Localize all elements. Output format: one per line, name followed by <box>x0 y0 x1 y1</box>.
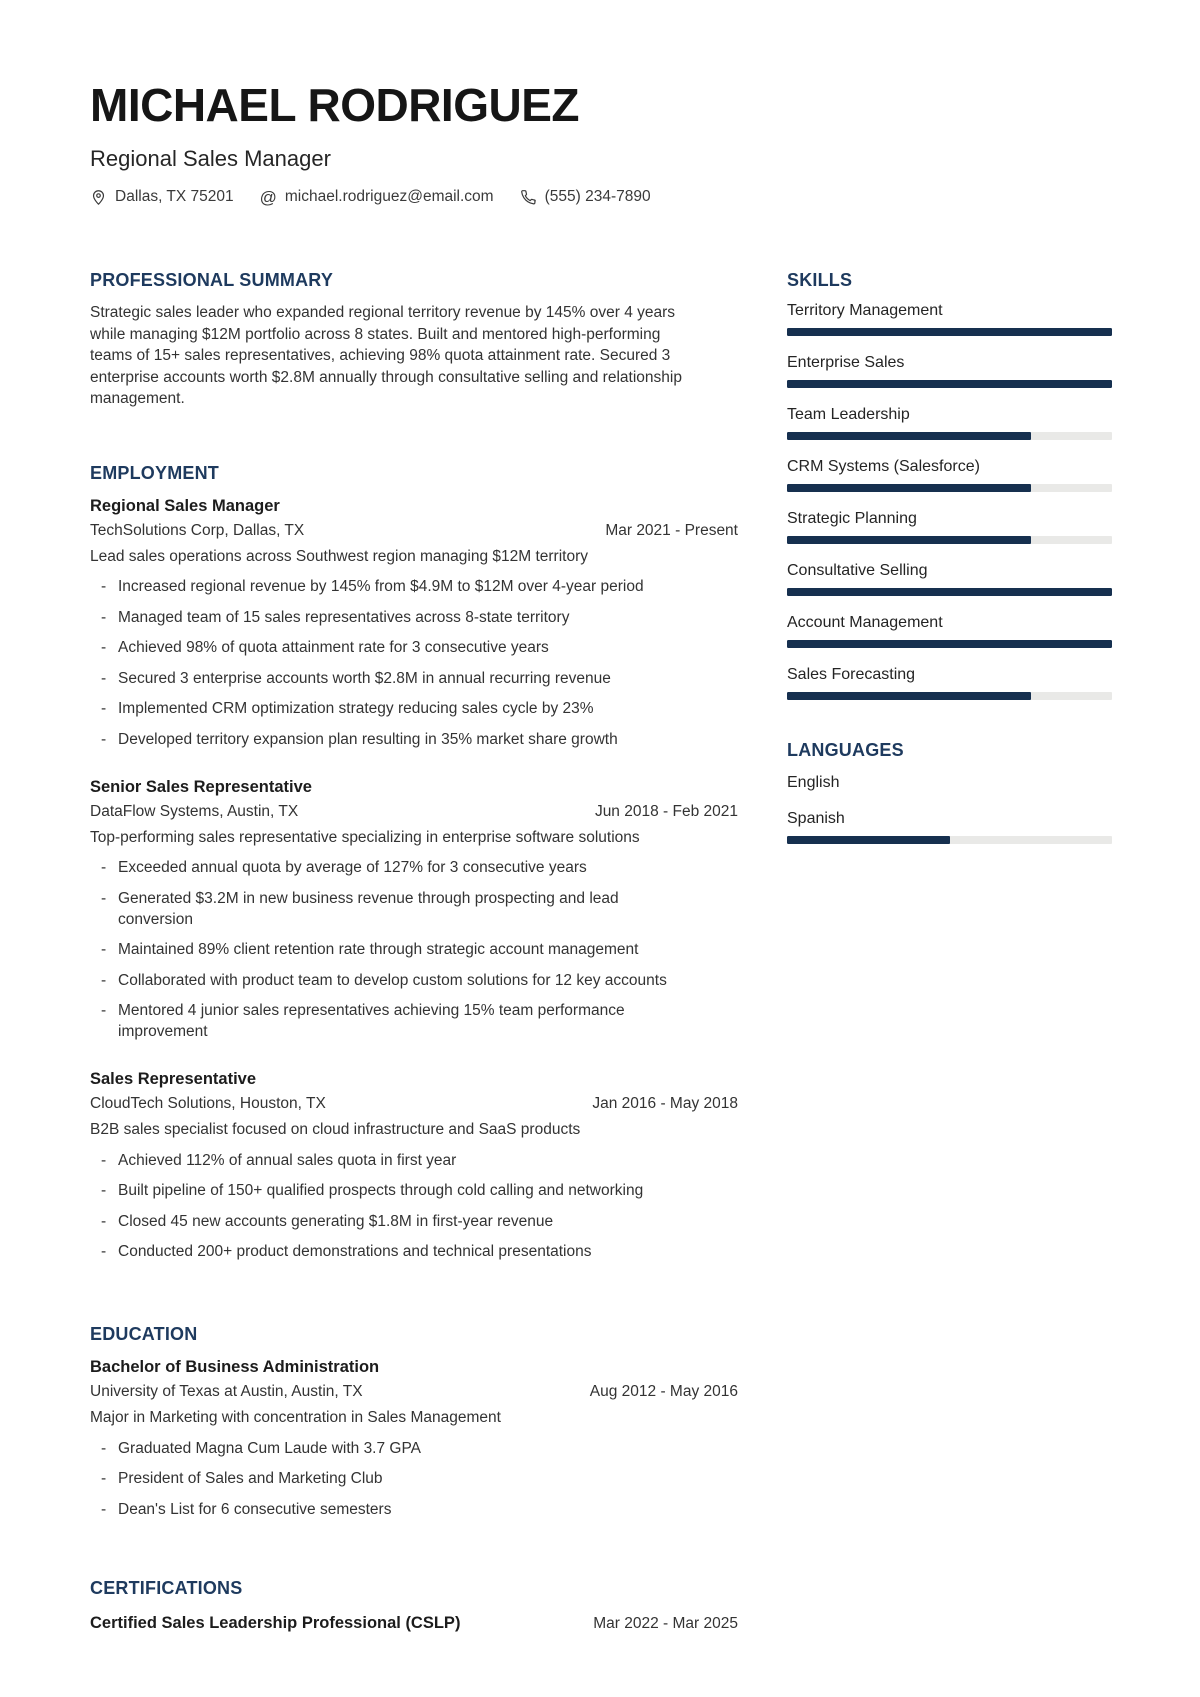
section-heading-employment: EMPLOYMENT <box>90 462 220 483</box>
section-heading-skills: SKILLS <box>787 270 853 291</box>
job-company: DataFlow Systems, Austin, TX <box>90 802 299 820</box>
job-entry <box>90 776 738 1043</box>
skill-label: Consultative Selling <box>787 562 928 580</box>
bullet-item: - Generated $3.2M in new business revenue through prospecting and lead conversion <box>90 888 683 930</box>
skill-label: Territory Management <box>787 302 943 320</box>
bullet-item: - President of Sales and Marketing Club <box>90 1468 683 1489</box>
section-heading-languages: LANGUAGES <box>787 740 904 761</box>
skill-label: Enterprise Sales <box>787 354 905 372</box>
resume-header <box>0 0 1200 206</box>
email-text: michael.rodriguez@email.com <box>284 188 494 206</box>
skill-item <box>787 560 1112 596</box>
skill-bar <box>787 328 1112 336</box>
education-description: Major in Marketing with concentration in Sales Management <box>90 1409 501 1427</box>
job-description: Lead sales operations across Southwest region managing $12M territory <box>90 547 588 565</box>
skill-bar-fill <box>787 536 1031 544</box>
job-meta-row <box>90 520 738 542</box>
skill-bar-fill <box>787 484 1031 492</box>
section-heading-certifications: CERTIFICATIONS <box>90 1577 243 1598</box>
job-bullet-list <box>90 1150 738 1263</box>
job-bullet-list <box>90 857 738 1042</box>
location-text: Dallas, TX 75201 <box>115 188 234 206</box>
language-item <box>787 772 1112 793</box>
education-dates: Aug 2012 - May 2016 <box>589 1383 738 1401</box>
bullet-item: - Maintained 89% client retention rate through strategic account management <box>90 939 683 960</box>
education-entry <box>90 1356 738 1520</box>
job-title: Regional Sales Manager <box>90 496 280 515</box>
job-bullet-list <box>90 576 738 750</box>
bullet-item: - Secured 3 enterprise accounts worth $2.8M in annual recurring revenue <box>90 668 683 689</box>
job-meta-row <box>90 1093 738 1115</box>
sidebar-column <box>787 206 1112 1635</box>
skill-bar-fill <box>787 588 1112 596</box>
main-column <box>90 206 738 1635</box>
bullet-item: - Dean's List for 6 consecutive semesters <box>90 1499 683 1520</box>
language-bar <box>787 836 1112 844</box>
skill-item <box>787 352 1112 388</box>
languages-list <box>787 772 1112 844</box>
summary-text: Strategic sales leader who expanded regional territory revenue by 145% over 4 years while managing $12M portfolio across 8 states. Built and mentored high-performing teams of 15+ sales representatives, achieving 98% quota attainment rate. Secured 3 enterprise accounts worth $2.8M annually through consultative selling and relationship management. <box>90 304 682 408</box>
skill-label: Strategic Planning <box>787 510 917 528</box>
skill-item <box>787 508 1112 544</box>
skill-bar-fill <box>787 380 1112 388</box>
job-meta-row <box>90 801 738 823</box>
skill-label: Team Leadership <box>787 406 910 424</box>
bullet-item: - Conducted 200+ product demonstrations and technical presentations <box>90 1241 683 1262</box>
bullet-item: - Graduated Magna Cum Laude with 3.7 GPA <box>90 1438 683 1459</box>
phone-text: (555) 234-7890 <box>544 188 651 206</box>
skills-list <box>787 300 1112 700</box>
skill-item <box>787 404 1112 440</box>
candidate-name: MICHAEL RODRIGUEZ <box>90 79 579 131</box>
skill-bar <box>787 640 1112 648</box>
language-bar-fill <box>787 836 950 844</box>
job-company: CloudTech Solutions, Houston, TX <box>90 1095 326 1113</box>
contact-row <box>90 188 1112 206</box>
phone-icon <box>520 189 537 206</box>
language-item <box>787 808 1112 844</box>
location-pin-icon <box>90 189 107 206</box>
skill-bar <box>787 484 1112 492</box>
job-title: Senior Sales Representative <box>90 777 312 796</box>
job-dates: Jan 2016 - May 2018 <box>592 1095 738 1113</box>
job-description: Top-performing sales representative specializing in enterprise software solutions <box>90 828 640 846</box>
skill-bar-fill <box>787 640 1112 648</box>
certification-entry <box>90 1612 738 1635</box>
bullet-item: - Managed team of 15 sales representatives across 8-state territory <box>90 607 683 628</box>
skill-bar-fill <box>787 328 1112 336</box>
bullet-item: - Achieved 112% of annual sales quota in first year <box>90 1150 683 1171</box>
candidate-title: Regional Sales Manager <box>90 146 331 172</box>
skill-item <box>787 664 1112 700</box>
bullet-item: - Mentored 4 junior sales representatives achieving 15% team performance improvement <box>90 1000 683 1042</box>
contact-phone <box>520 188 651 206</box>
job-dates: Jun 2018 - Feb 2021 <box>594 802 738 820</box>
job-company: TechSolutions Corp, Dallas, TX <box>90 521 305 539</box>
bullet-item: - Developed territory expansion plan resulting in 35% market share growth <box>90 729 683 750</box>
bullet-item: - Collaborated with product team to develop custom solutions for 12 key accounts <box>90 970 683 991</box>
skill-label: Sales Forecasting <box>787 666 916 684</box>
skill-item <box>787 456 1112 492</box>
skill-label: Account Management <box>787 614 943 632</box>
job-title: Sales Representative <box>90 1070 257 1089</box>
skill-bar-fill <box>787 692 1031 700</box>
bullet-item: - Built pipeline of 150+ qualified prospects through cold calling and networking <box>90 1180 683 1201</box>
skill-item <box>787 612 1112 648</box>
skill-bar-fill <box>787 432 1031 440</box>
contact-location <box>90 188 234 206</box>
contact-email <box>260 188 494 206</box>
skill-bar <box>787 588 1112 596</box>
skill-bar <box>787 432 1112 440</box>
job-description: B2B sales specialist focused on cloud infrastructure and SaaS products <box>90 1121 581 1139</box>
resume-body <box>0 206 1200 1635</box>
section-heading-summary: PROFESSIONAL SUMMARY <box>90 270 334 291</box>
skill-item <box>787 300 1112 336</box>
bullet-item: - Closed 45 new accounts generating $1.8M in first-year revenue <box>90 1211 683 1232</box>
bullet-item: - Achieved 98% of quota attainment rate for 3 consecutive years <box>90 637 683 658</box>
email-at-icon: @ <box>259 187 277 207</box>
education-meta-row <box>90 1381 738 1403</box>
bullet-item: - Implemented CRM optimization strategy reducing sales cycle by 23% <box>90 698 683 719</box>
skill-bar <box>787 692 1112 700</box>
job-entry <box>90 495 738 750</box>
language-label: English <box>787 774 840 792</box>
education-bullet-list <box>90 1438 738 1520</box>
bullet-item: - Increased regional revenue by 145% from $4.9M to $12M over 4-year period <box>90 576 683 597</box>
job-dates: Mar 2021 - Present <box>605 521 738 539</box>
skill-bar <box>787 536 1112 544</box>
certification-dates: Mar 2022 - Mar 2025 <box>593 1614 738 1632</box>
bullet-item: - Exceeded annual quota by average of 127% for 3 consecutive years <box>90 857 683 878</box>
skill-label: CRM Systems (Salesforce) <box>787 458 980 476</box>
certification-name: Certified Sales Leadership Professional (CSLP) <box>90 1613 461 1632</box>
degree-title: Bachelor of Business Administration <box>90 1358 380 1377</box>
language-label: Spanish <box>787 810 845 828</box>
job-entry <box>90 1068 738 1262</box>
skill-bar <box>787 380 1112 388</box>
school-name: University of Texas at Austin, Austin, TX <box>90 1383 363 1401</box>
section-heading-education: EDUCATION <box>90 1324 198 1345</box>
